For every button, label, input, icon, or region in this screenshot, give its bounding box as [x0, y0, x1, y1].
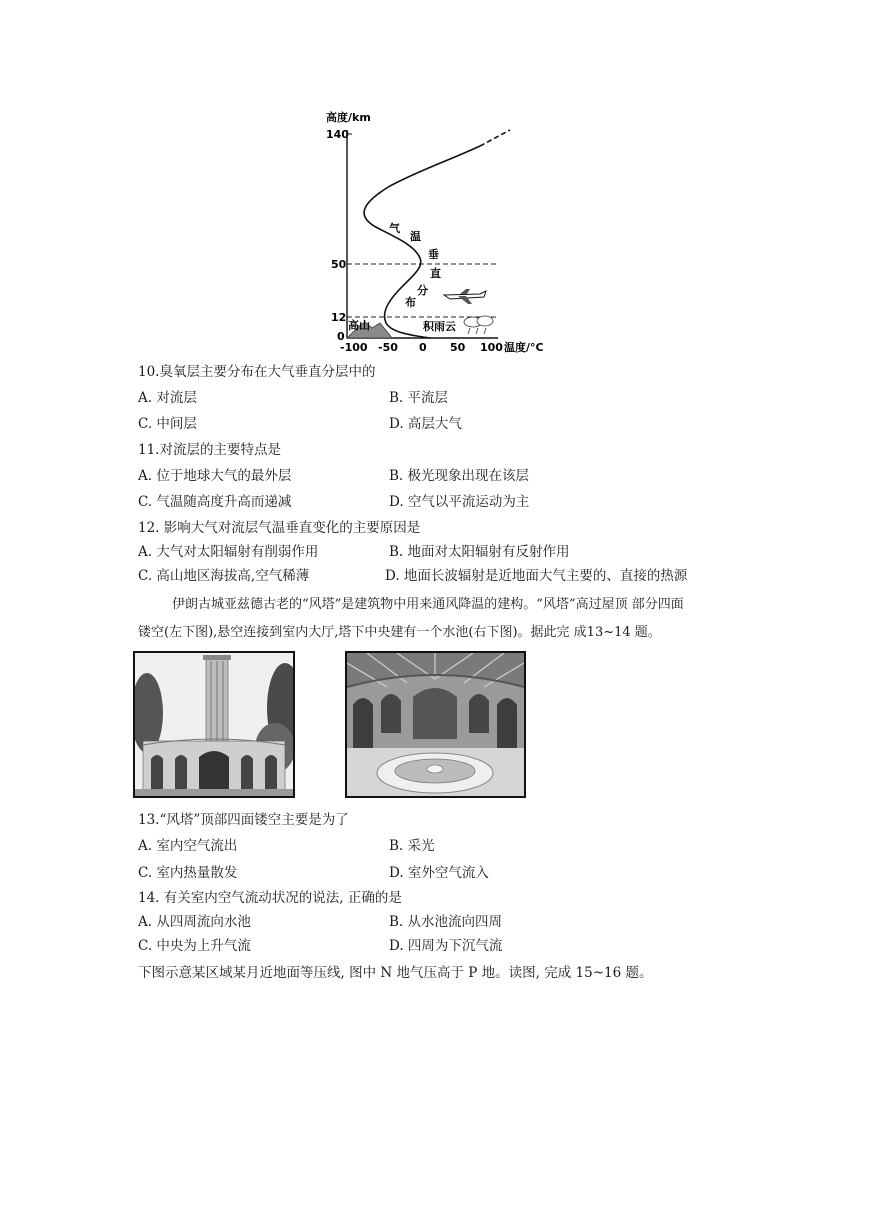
x-tick-neg100: -100 [340, 341, 368, 354]
wind-tower-photo [133, 651, 295, 798]
q14-stem: 14. 有关室内空气流动状况的说法, 正确的是 [138, 890, 402, 906]
q14-option-c: C. 中央为上升气流 [138, 938, 251, 954]
curve-label-char-3: 垂 [428, 248, 439, 261]
q10-option-c: C. 中间层 [138, 416, 197, 432]
q13-option-a: A. 室内空气流出 [138, 838, 238, 854]
q12-option-c: C. 高山地区海拔高,空气稀薄 [138, 568, 310, 584]
passage-line-1: 伊朗古城亚兹德古老的“风塔”是建筑物中用来通风降温的建构。“风塔”高过屋顶 部分四面 [172, 597, 684, 612]
q12-option-d: D. 地面长波辐射是近地面大气主要的、直接的热源 [385, 568, 688, 584]
interior-pool-photo [345, 651, 526, 798]
y-tick-12: 12 [331, 311, 347, 324]
cumulonimbus-cloud-icon [464, 316, 493, 334]
q13-stem: 13.“风塔”顶部四面镂空主要是为了 [138, 812, 349, 828]
y-tick-50: 50 [331, 258, 347, 271]
q12-stem: 12. 影响大气对流层气温垂直变化的主要原因是 [138, 520, 421, 536]
curve-label-char-5: 分 [417, 284, 428, 297]
q15-16-intro: 下图示意某区域某月近地面等压线, 图中 N 地气压高于 P 地。读图, 完成 15~16 题。 [138, 965, 653, 981]
curve-label-char-4: 直 [430, 267, 441, 280]
x-tick-50: 50 [450, 341, 466, 354]
y-tick-140: 140 [326, 128, 349, 141]
q11-option-b: B. 极光现象出现在该层 [389, 468, 530, 484]
q14-option-d: D. 四周为下沉气流 [389, 938, 503, 954]
q13-option-c: C. 室内热量散发 [138, 865, 238, 881]
q10-stem: 10.臭氧层主要分布在大气垂直分层中的 [138, 364, 376, 380]
q14-option-b: B. 从水池流向四周 [389, 914, 503, 930]
x-tick-neg50: -50 [378, 341, 398, 354]
curve-label-char-2: 温 [410, 230, 421, 243]
curve-label-char-1: 气 [389, 222, 400, 235]
x-axis-label: 温度/°C [504, 341, 544, 354]
q11-option-a: A. 位于地球大气的最外层 [138, 468, 292, 484]
cloud-label: 积雨云 [423, 320, 456, 333]
curve-label-char-6: 布 [405, 296, 416, 309]
y-axis-label: 高度/km [326, 111, 371, 124]
q13-option-d: D. 室外空气流入 [389, 865, 489, 881]
temperature-profile-chart [320, 108, 560, 356]
x-tick-100: 100 [480, 341, 503, 354]
q10-option-b: B. 平流层 [389, 390, 449, 406]
q14-option-a: A. 从四周流向水池 [138, 914, 251, 930]
q10-option-a: A. 对流层 [138, 390, 197, 406]
x-tick-0: 0 [419, 341, 427, 354]
q11-option-c: C. 气温随高度升高而递减 [138, 494, 292, 510]
airplane-icon [444, 289, 486, 304]
q12-option-a: A. 大气对太阳辐射有削弱作用 [138, 544, 319, 560]
temperature-curve-extension [480, 130, 510, 146]
q11-option-d: D. 空气以平流运动为主 [389, 494, 530, 510]
q12-option-b: B. 地面对太阳辐射有反射作用 [389, 544, 570, 560]
q10-option-d: D. 高层大气 [389, 416, 462, 432]
y-tick-0: 0 [337, 330, 345, 343]
passage-line-2: 镂空(左下图),悬空连接到室内大厅,塔下中央建有一个水池(右下图)。据此完 成13~14 题。 [138, 625, 661, 640]
mountain-label: 高山 [348, 319, 370, 332]
q11-stem: 11.对流层的主要特点是 [138, 442, 281, 458]
temperature-curve [364, 146, 480, 338]
q13-option-b: B. 采光 [389, 838, 435, 854]
